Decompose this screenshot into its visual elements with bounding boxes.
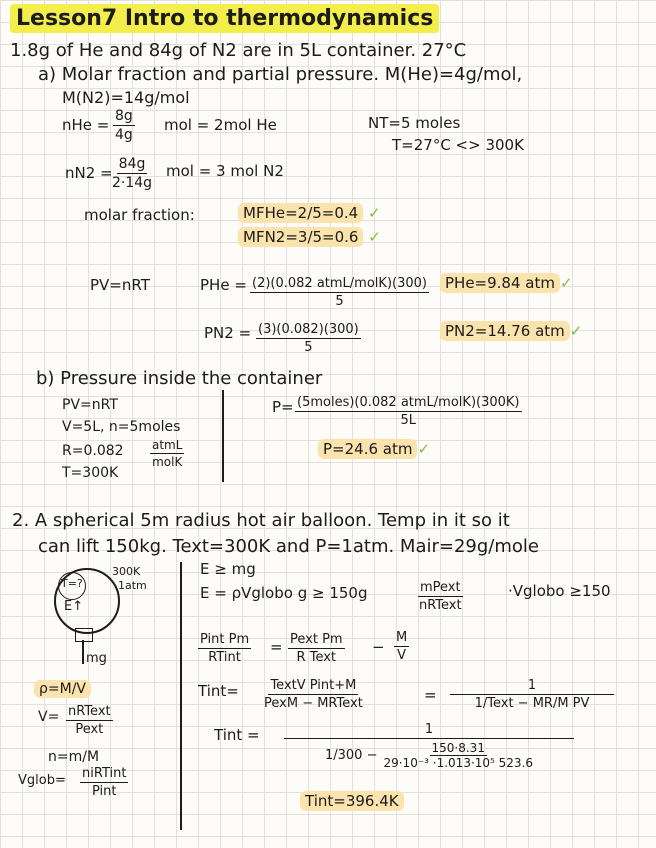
- vglob-label: Vglob=: [18, 773, 66, 788]
- problem-2-line-1: 2. A spherical 5m radius hot air balloon. Temp in it so it: [12, 510, 510, 531]
- part-b-line-3: R=0.082: [62, 443, 124, 459]
- mf-n2: MFN2=3/5=0.6 ✓: [238, 230, 381, 245]
- total-moles: NT=5 moles: [368, 114, 461, 132]
- molar-mass-n2: M(N2)=14g/mol: [62, 88, 190, 107]
- tint3-label: Tint =: [214, 726, 260, 744]
- tint3-fraction: 1 1/300 − $\frac{150\cdot 8.31}{\text{29·10⁻³ ·1.013·10⁵ 523.6}}$: [284, 722, 574, 770]
- nhe-label: nHe =: [62, 116, 110, 134]
- nhe-fraction: $\frac{8g}{4g}$: [115, 108, 133, 143]
- ext-pressure: 1atm: [118, 579, 147, 592]
- nn2-result: mol = 3 mol N2: [166, 162, 284, 180]
- tint-fraction: TextV Pint+M PexM − MRText: [264, 678, 363, 711]
- molar-fraction-label: molar fraction:: [84, 206, 195, 224]
- density-eq: ρ=M/V: [34, 682, 91, 696]
- phe-label: PHe =: [200, 276, 247, 294]
- tint-equals: =: [424, 686, 437, 704]
- vglob-fraction: niRTint Pint: [82, 766, 127, 799]
- nn2-label: nN2 =: [65, 164, 113, 182]
- buoyancy-condition: E ≥ mg: [200, 560, 256, 578]
- mpext-rhs: ·Vglobo ≥150: [508, 582, 611, 600]
- weight-label: mg: [86, 651, 107, 666]
- b-result: P=24.6 atm ✓: [318, 442, 430, 457]
- buoyancy-expression: E = ρVglobo g ≥ 150g: [200, 584, 368, 602]
- r-units: atmL molK: [152, 438, 183, 469]
- divider-b: [222, 390, 224, 482]
- moles-eq: n=m/M: [48, 749, 100, 765]
- problem-1-statement: 1.8g of He and 84g of N2 are in 5L container. 27°C: [10, 40, 467, 61]
- divider-2: [180, 562, 182, 830]
- eq2-right: Pext Pm R Text: [290, 632, 343, 665]
- weight-arrow: [82, 640, 84, 664]
- b-p-label: P=: [272, 398, 294, 416]
- tint2-fraction: 1 1/Text − MR/M PV: [450, 678, 614, 711]
- phe-fraction: (2)(0.082 atmL/molK)(300) 5: [252, 276, 427, 309]
- ext-temp: 300K: [112, 565, 141, 578]
- b-p-fraction: (5moles)(0.082 atmL/molK)(300K) 5L: [297, 395, 520, 428]
- part-b-line-4: T=300K: [62, 465, 119, 481]
- eq2-left: Pint Pm RTint: [200, 632, 250, 665]
- volume-fraction: nRText Pext: [68, 704, 111, 737]
- balloon-basket: [75, 628, 93, 642]
- volume-label: V=: [38, 709, 60, 725]
- eq2-minus: −: [372, 638, 385, 656]
- eq2-mv: $\frac{M}{V}$: [396, 630, 408, 663]
- balloon-temp: T=?: [61, 577, 83, 590]
- page-title: Lesson7 Intro to thermodynamics: [10, 8, 439, 30]
- pn2-result: PN2=14.76 atm ✓: [440, 324, 582, 339]
- pn2-label: PN2 =: [204, 324, 252, 342]
- tint-result: Tint=396.4K: [300, 794, 404, 809]
- ideal-gas-law: PV=nRT: [90, 276, 150, 294]
- mf-he: MFHe=2/5=0.4 ✓: [238, 206, 381, 221]
- tint-label: Tint=: [198, 682, 239, 700]
- phe-result: PHe=9.84 atm ✓: [440, 276, 573, 291]
- pn2-fraction: $\frac{(3)(0.082)(300)}{5}$: [258, 322, 359, 355]
- problem-2-line-2: can lift 150kg. Text=300K and P=1atm. Mair=29g/mole: [38, 536, 539, 557]
- temperature: T=27°C <> 300K: [392, 136, 524, 154]
- eq2-equals: =: [270, 638, 283, 656]
- part-b-line-1: PV=nRT: [62, 397, 118, 413]
- nn2-fraction: $\frac{84g}{2\cdot 14g}$: [112, 156, 153, 191]
- nhe-result: mol = 2mol He: [164, 116, 277, 134]
- mpext-fraction: mPext nRText: [418, 580, 462, 613]
- part-b-heading: b) Pressure inside the container: [36, 368, 323, 389]
- part-a-heading: a) Molar fraction and partial pressure. M(He)=4g/mol,: [38, 64, 523, 85]
- buoyancy-arrow: E↑: [64, 599, 84, 614]
- part-b-line-2: V=5L, n=5moles: [62, 419, 181, 435]
